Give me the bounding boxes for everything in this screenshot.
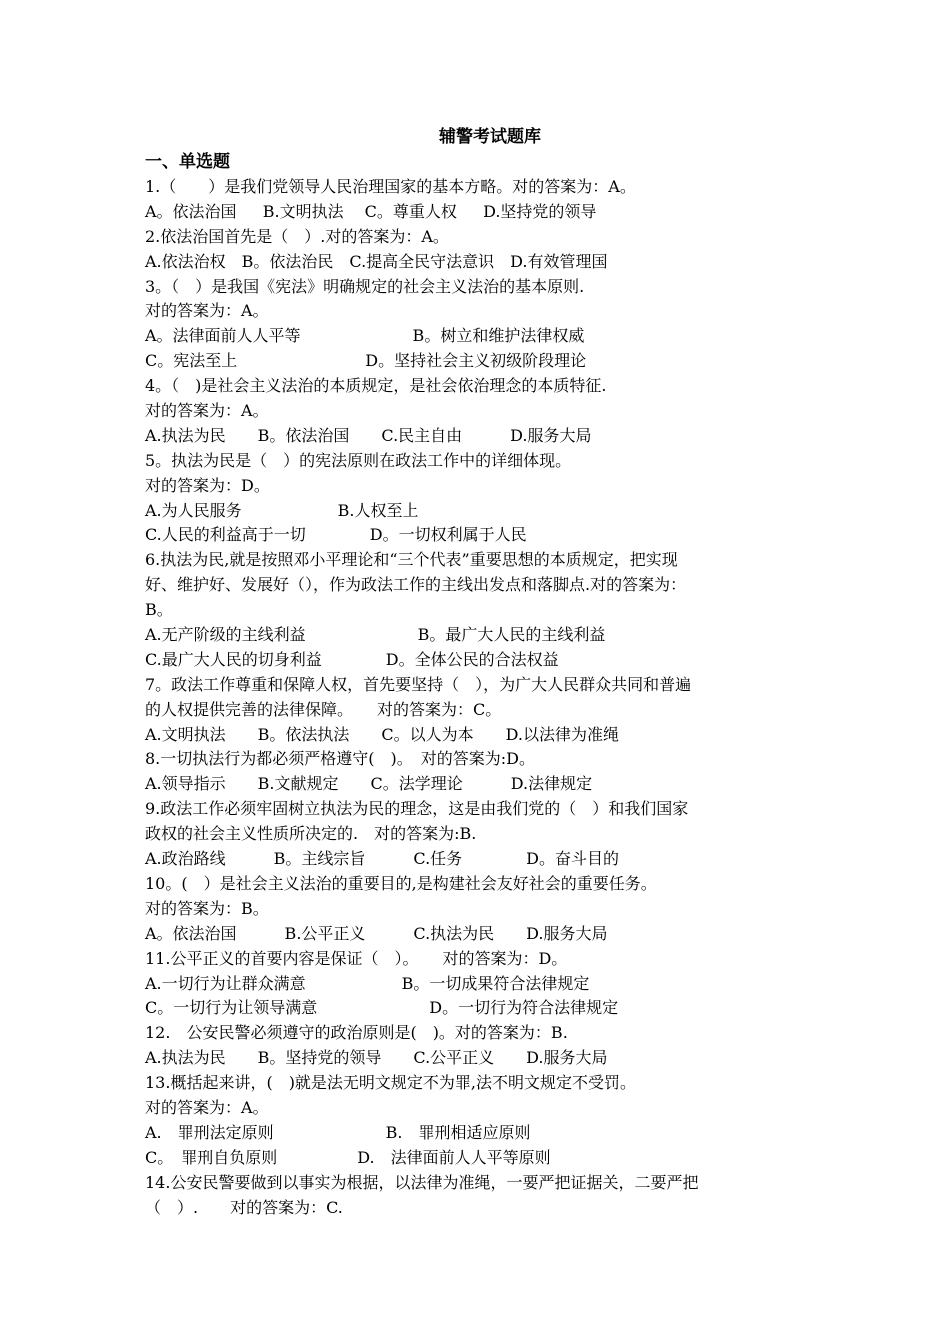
- text-line: 1.（ ）是我们党领导人民治理国家的基本方略。对的答案为：A。: [145, 177, 636, 196]
- text-line: C。一切行为让领导满意 D。一切行为符合法律规定: [145, 998, 619, 1018]
- text-line: A.文明执法 B。依法执法 C。以人为本 D.以法律为准绳: [145, 724, 619, 744]
- document-title: 辅警考试题库: [439, 127, 541, 147]
- text-line: 12. 公安民警必须遵守的政治原则是( )。对的答案为：B.: [145, 1023, 568, 1043]
- text-line: 13.概括起来讲，( )就是法无明文规定不为罪,法不明文规定不受罚。: [145, 1073, 637, 1093]
- text-line: （ ）. 对的答案为：C.: [145, 1197, 343, 1217]
- text-line: 的人权提供完善的法律保障。 对的答案为：C。: [145, 699, 502, 719]
- text-line: A。依法治国 B.公平正义 C.执法为民 D.服务大局: [145, 923, 608, 943]
- text-line: A.政治路线 B。主线宗旨 C.任务 D。奋斗目的: [145, 849, 619, 869]
- text-line: C。 罪刑自负原则 D. 法律面前人人平等原则: [145, 1147, 551, 1167]
- text-line: 对的答案为：A。: [145, 301, 269, 321]
- text-line: 政权的社会主义性质所决定的. 对的答案为:B.: [145, 824, 477, 844]
- text-line: 4。（ )是社会主义法治的本质规定，是社会依治理念的本质特征.: [145, 376, 607, 396]
- text-line: 6.执法为民,就是按照邓小平理论和“三个代表”重要思想的本质规定，把实现: [145, 550, 678, 570]
- text-line: 3。（ ）是我国《宪法》明确规定的社会主义法治的基本原则.: [145, 276, 585, 296]
- text-line: 对的答案为：A。: [145, 1097, 269, 1117]
- text-line: A。法律面前人人平等 B。树立和维护法律权威: [145, 326, 585, 346]
- text-line: C。宪法至上 D。坚持社会主义初级阶段理论: [145, 351, 587, 371]
- text-line: A.执法为民 B。依法治国 C.民主自由 D.服务大局: [145, 425, 592, 445]
- text-line: 好、维护好、发展好（），作为政法工作的主线出发点和落脚点.对的答案为：: [145, 575, 687, 595]
- text-line: A.执法为民 B。坚持党的领导 C.公平正义 D.服务大局: [145, 1048, 608, 1068]
- text-line: B。: [145, 600, 173, 620]
- text-line: 10。( ）是社会主义法治的重要目的,是构建社会友好社会的重要任务。: [145, 873, 657, 893]
- document-page: [145, 124, 815, 1220]
- text-line: A. 罪刑法定原则 B. 罪刑相适应原则: [145, 1122, 531, 1142]
- text-line: 对的答案为：B。: [145, 898, 269, 918]
- text-line: 5。执法为民是（ ）的宪法原则在政法工作中的详细体现。: [145, 450, 572, 470]
- text-line: 11.公平正义的首要内容是保证（ ）。 对的答案为：D。: [145, 948, 568, 968]
- text-line: C.最广大人民的切身利益 D。全体公民的合法权益: [145, 649, 559, 669]
- text-line: A.无产阶级的主线利益 B。最广大人民的主线利益: [145, 625, 606, 645]
- question-list: [145, 175, 815, 1220]
- text-line: A.依法治权 B。依法治民 C.提高全民守法意识 D.有效管理国: [145, 251, 608, 271]
- text-line: A.领导指示 B.文献规定 C。法学理论 D.法律规定: [145, 774, 593, 794]
- text-line: 7。政法工作尊重和保障人权，首先要坚持（ ），为广大人民群众共同和普遍: [145, 674, 692, 694]
- text-line: 9.政法工作必须牢固树立执法为民的理念，这是由我们党的（ ）和我们国家: [145, 799, 689, 819]
- text-line: 14.公安民警要做到以事实为根据，以法律为准绳，一要严把证据关，二要严把: [145, 1172, 699, 1192]
- section-heading: 一、单选题: [145, 152, 230, 172]
- text-line: 2.依法治国首先是（ ）.对的答案为：A。: [145, 226, 449, 246]
- text-line: 对的答案为：A。: [145, 401, 269, 421]
- text-line: 8.一切执法行为都必须严格遵守( )。 对的答案为:D。: [145, 749, 535, 769]
- text-line: 对的答案为：D。: [145, 475, 270, 495]
- text-line: A。依法治国 B.文明执法 C。尊重人权 D.坚持党的领导: [145, 201, 597, 221]
- text-line: C.人民的利益高于一切 D。一切权利属于人民: [145, 525, 527, 545]
- text-line: A.为人民服务 B.人权至上: [145, 500, 419, 520]
- text-line: A.一切行为让群众满意 B。一切成果符合法律规定: [145, 973, 590, 993]
